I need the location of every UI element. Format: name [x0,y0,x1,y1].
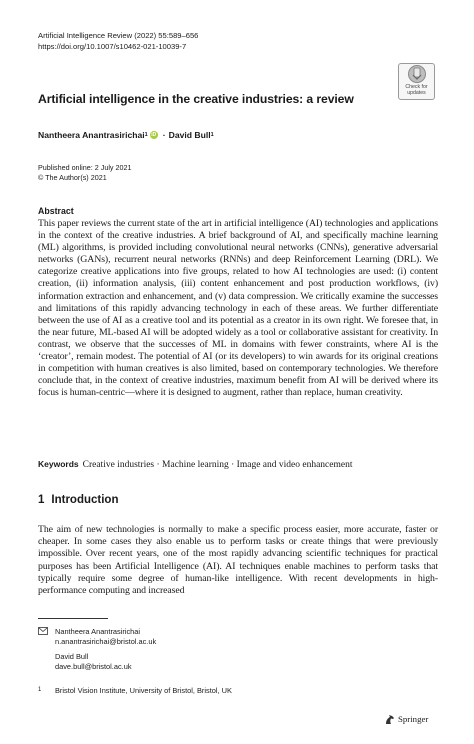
keywords-label: Keywords [38,459,79,469]
email-link[interactable]: dave.bull@bristol.ac.uk [55,661,132,671]
section-title: Introduction [51,494,119,506]
author-name: Nantheera Anantrasirichai [55,627,141,636]
section-heading [38,494,118,506]
check-updates-icon [407,64,427,84]
publisher-name: Springer [398,714,429,724]
abstract-text: This paper reviews the current state of the art in artificial intelligence (AI) technologies and applications in the context of the creative industries. A brief background of AI, and specifically machine learning (ML) algorithms, is provided including convolutional neural networks (CNNs), generative adversarial networks (GANs), recurrent neural networks (RNNs) and deep Reinforcement Learning (DRL). We categorize creative applications into five groups, related to how AI technologies are used: (i) content creation, (ii) information analysis, (iii) content enhancement and post production workflows, (iv) information extraction and enhancement, and (v) data compression. We critically examine the successes and limitations of this rapidly advancing technology in each of these areas. We further differentiate between the use of AI as a creative tool and its potential as a creator in its own right. We foresee that, in the near future, ML-based AI will be adopted widely as a tool or collaborative assistant for creativity. In contrast, we observe that the successes of ML in domains with fewer constraints, where AI is the ‘creator’, remain modest. The potential of AI (or its developers) to win awards for its original creations in competition with human creatives is also limited, based on contemporary technologies. We therefore conclude that, in the context of creative industries, maximum benefit from AI will be derived where its focus is human-centric—where it is designed to augment, rather than replace, human creativity. [38,218,438,399]
keywords-text: Creative industries · Machine learning · Image and video enhancement [82,460,353,470]
copyright: © The Author(s) 2021 [38,173,107,182]
author-list [38,130,214,140]
doi-link[interactable]: https://doi.org/10.1007/s10462-021-10039-7 [38,41,187,51]
keywords [38,459,438,470]
author-name[interactable]: David Bull [168,130,211,140]
envelope-icon [38,627,48,638]
author-separator: · [162,130,166,140]
published-date: Published online: 2 July 2021 [38,163,132,172]
correspondence-footnote [38,627,156,671]
orcid-icon[interactable]: iD [151,132,157,138]
paper-title: Artificial intelligence in the creative industries: a review [38,92,354,106]
check-updates-label: Check for updates [405,84,428,96]
author-name[interactable]: Nantheera Anantrasirichai [38,130,145,140]
section-number: 1 [38,494,45,506]
affiliation-sup: 1 [144,132,148,138]
footnote-divider [38,618,108,619]
springer-horse-icon [384,713,396,725]
publication-info [38,163,132,183]
journal-citation: Artificial Intelligence Review (2022) 55:589–656 [38,31,199,40]
affiliation-text: Bristol Vision Institute, University of Bristol, Bristol, UK [55,686,232,695]
check-for-updates-badge[interactable] [398,63,435,100]
author-name: David Bull [55,652,89,662]
affiliation-sup: 1 [210,132,214,138]
intro-text: The aim of new technologies is normally to make a specific process easier, more accurate, faster or cheaper. In some cases they also enable us to perform tasks or create things that were previously impossible. Over recent years, one of the most rapidly advancing scientific techniques for practical purposes has been Artificial Intelligence (AI). AI techniques enable machines to perform tasks that typically require some degree of human-like intelligence. With recent developments in high-performance computing and increased [38,524,438,597]
affiliation-mark: 1 [38,687,42,693]
abstract-heading: Abstract [38,206,74,216]
affiliation-footnote [38,686,232,696]
email-link[interactable]: n.anantrasirichai@bristol.ac.uk [55,636,157,646]
journal-header [38,31,198,52]
springer-logo [384,713,428,725]
